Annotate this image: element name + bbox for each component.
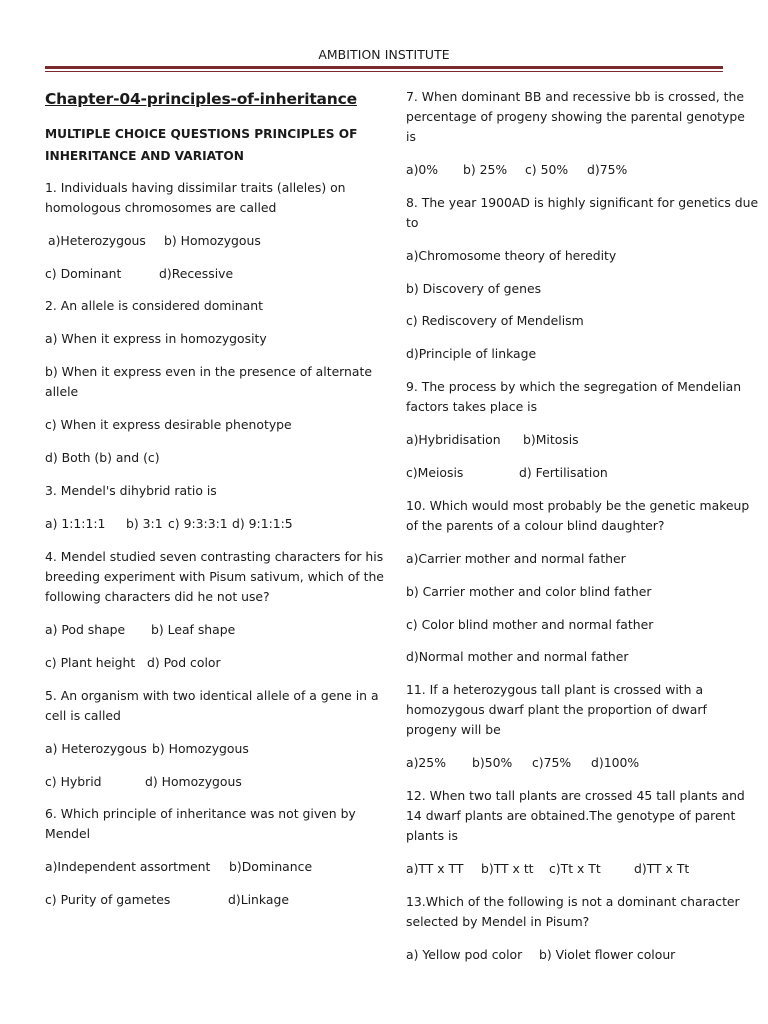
q10-option-a: a)Carrier mother and normal father bbox=[406, 551, 626, 566]
q2-option-c: c) When it express desirable phenotype bbox=[45, 417, 292, 432]
q4-option-d: d) Pod color bbox=[147, 655, 221, 670]
question-10-line1: 10. Which would most probably be the genetic makeup bbox=[406, 498, 750, 513]
question-9-line2: factors takes place is bbox=[406, 399, 538, 414]
q2-option-b-line2: allele bbox=[45, 384, 79, 399]
q11-option-c: c)75% bbox=[532, 755, 572, 770]
question-4-line2: breeding experiment with Pisum sativum, which of the bbox=[45, 569, 384, 584]
question-3: 3. Mendel's dihybrid ratio is bbox=[45, 483, 217, 498]
q9-option-a: a)Hybridisation bbox=[406, 432, 501, 447]
q12-option-d: d)TT x Tt bbox=[634, 861, 690, 876]
question-1-line1: 1. Individuals having dissimilar traits (alleles) on bbox=[45, 180, 346, 195]
question-6-line1: 6. Which principle of inheritance was not given by bbox=[45, 806, 356, 821]
q10-option-b: b) Carrier mother and color blind father bbox=[406, 584, 652, 599]
q12-option-c: c)Tt x Tt bbox=[549, 861, 601, 876]
chapter-title: Chapter-04-principles-of-inheritance bbox=[45, 90, 357, 108]
question-12-line1: 12. When two tall plants are crossed 45 tall plants and bbox=[406, 788, 745, 803]
q8-option-b: b) Discovery of genes bbox=[406, 281, 542, 296]
q5-option-c: c) Hybrid bbox=[45, 774, 102, 789]
question-13-line2: selected by Mendel in Pisum? bbox=[406, 914, 590, 929]
q6-option-d: d)Linkage bbox=[228, 892, 289, 907]
q5-option-b: b) Homozygous bbox=[152, 741, 249, 756]
q6-option-a: a)Independent assortment bbox=[45, 859, 211, 874]
q4-option-a: a) Pod shape bbox=[45, 622, 126, 637]
question-4-line3: following characters did he not use? bbox=[45, 589, 270, 604]
question-4-line1: 4. Mendel studied seven contrasting characters for his bbox=[45, 549, 384, 564]
question-5-line1: 5. An organism with two identical allele of a gene in a bbox=[45, 688, 379, 703]
question-8-line1: 8. The year 1900AD is highly significant for genetics due bbox=[406, 195, 759, 210]
question-12-line2: 14 dwarf plants are obtained.The genotype of parent bbox=[406, 808, 736, 823]
q10-option-c: c) Color blind mother and normal father bbox=[406, 617, 654, 632]
q9-option-d: d) Fertilisation bbox=[519, 465, 608, 480]
question-12-line3: plants is bbox=[406, 828, 458, 843]
q2-option-a: a) When it express in homozygosity bbox=[45, 331, 267, 346]
q7-option-c: c) 50% bbox=[525, 162, 569, 177]
question-2: 2. An allele is considered dominant bbox=[45, 298, 263, 313]
q3-option-a: a) 1:1:1:1 bbox=[45, 516, 106, 531]
question-8-line2: to bbox=[406, 215, 419, 230]
question-9-line1: 9. The process by which the segregation of Mendelian bbox=[406, 379, 742, 394]
q4-option-c: c) Plant height bbox=[45, 655, 136, 670]
question-7-line2: percentage of progeny showing the parental genotype bbox=[406, 109, 745, 124]
q9-option-b: b)Mitosis bbox=[523, 432, 579, 447]
q3-option-c: c) 9:3:3:1 bbox=[168, 516, 228, 531]
q1-option-c: c) Dominant bbox=[45, 266, 122, 281]
q11-option-a: a)25% bbox=[406, 755, 446, 770]
header-divider-thin bbox=[45, 71, 723, 72]
q7-option-d: d)75% bbox=[587, 162, 628, 177]
q13-option-b: b) Violet flower colour bbox=[539, 947, 676, 962]
question-5-line2: cell is called bbox=[45, 708, 121, 723]
q13-option-a: a) Yellow pod color bbox=[406, 947, 523, 962]
question-13-line1: 13.Which of the following is not a dominant character bbox=[406, 894, 740, 909]
section-heading-line2: INHERITANCE AND VARIATON bbox=[45, 149, 244, 163]
q7-option-b: b) 25% bbox=[463, 162, 508, 177]
q3-option-d: d) 9:1:1:5 bbox=[232, 516, 293, 531]
q11-option-d: d)100% bbox=[591, 755, 640, 770]
q7-option-a: a)0% bbox=[406, 162, 439, 177]
question-1-line2: homologous chromosomes are called bbox=[45, 200, 277, 215]
question-7-line1: 7. When dominant BB and recessive bb is crossed, the bbox=[406, 89, 744, 104]
q1-option-b: b) Homozygous bbox=[164, 233, 261, 248]
q8-option-a: a)Chromosome theory of heredity bbox=[406, 248, 617, 263]
question-11-line1: 11. If a heterozygous tall plant is crossed with a bbox=[406, 682, 704, 697]
q5-option-a: a) Heterozygous bbox=[45, 741, 147, 756]
question-11-line3: progeny will be bbox=[406, 722, 501, 737]
q8-option-c: c) Rediscovery of Mendelism bbox=[406, 313, 584, 328]
q11-option-b: b)50% bbox=[472, 755, 513, 770]
header-divider-thick bbox=[45, 66, 723, 69]
section-heading-line1: MULTIPLE CHOICE QUESTIONS PRINCIPLES OF bbox=[45, 127, 358, 141]
q2-option-b-line1: b) When it express even in the presence of alternate bbox=[45, 364, 372, 379]
q10-option-d: d)Normal mother and normal father bbox=[406, 649, 629, 664]
q1-option-a: a)Heterozygous bbox=[48, 233, 146, 248]
q8-option-d: d)Principle of linkage bbox=[406, 346, 537, 361]
q3-option-b: b) 3:1 bbox=[126, 516, 163, 531]
q2-option-d: d) Both (b) and (c) bbox=[45, 450, 160, 465]
q9-option-c: c)Meiosis bbox=[406, 465, 464, 480]
q12-option-a: a)TT x TT bbox=[406, 861, 464, 876]
q12-option-b: b)TT x tt bbox=[481, 861, 534, 876]
q1-option-d: d)Recessive bbox=[159, 266, 234, 281]
question-11-line2: homozygous dwarf plant the proportion of dwarf bbox=[406, 702, 707, 717]
q4-option-b: b) Leaf shape bbox=[151, 622, 236, 637]
q6-option-b: b)Dominance bbox=[229, 859, 313, 874]
question-10-line2: of the parents of a colour blind daughter? bbox=[406, 518, 665, 533]
q6-option-c: c) Purity of gametes bbox=[45, 892, 171, 907]
header-institute: AMBITION INSTITUTE bbox=[318, 47, 450, 62]
question-7-line3: is bbox=[406, 129, 416, 144]
question-6-line2: Mendel bbox=[45, 826, 91, 841]
q5-option-d: d) Homozygous bbox=[145, 774, 242, 789]
